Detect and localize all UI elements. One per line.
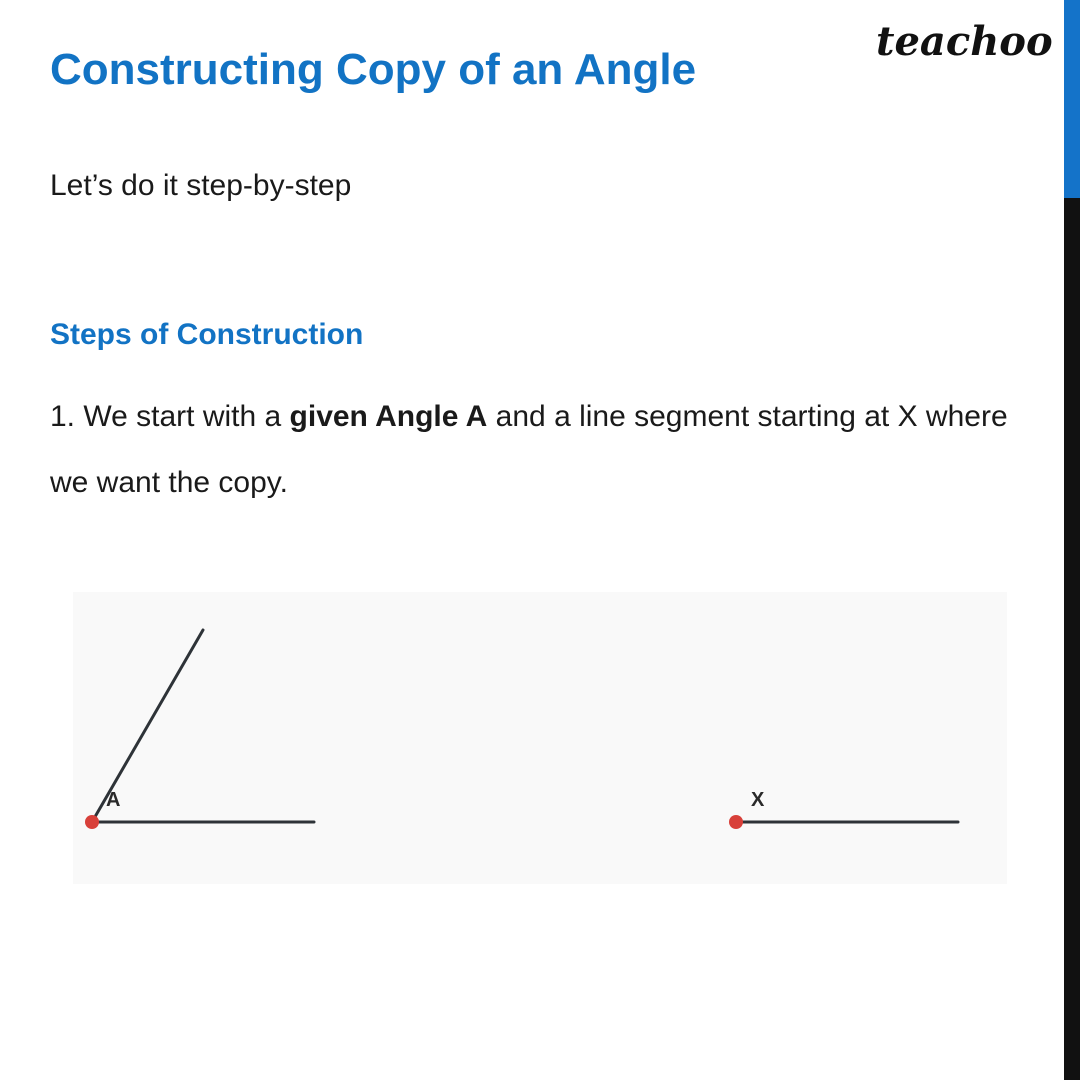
step-1-prefix: 1. We start with a — [50, 400, 290, 433]
step-1-suffix: and a line segment starting at X where we want the copy. — [50, 400, 1008, 499]
intro-text: Let’s do it step-by-step — [50, 169, 352, 202]
point-x-label: X — [751, 789, 765, 811]
step-1-text — [50, 384, 1040, 516]
construction-figure — [73, 592, 1007, 884]
steps-heading: Steps of Construction — [50, 318, 364, 351]
side-bar-accent — [1064, 0, 1080, 198]
teachoo-logo: teachoo — [876, 18, 1053, 65]
point-a — [85, 815, 99, 829]
step-1-bold: given Angle A — [289, 400, 488, 433]
point-a-label: A — [106, 789, 121, 811]
page-title: Constructing Copy of an Angle — [50, 45, 697, 94]
point-x — [729, 815, 743, 829]
construction-diagram — [73, 592, 1007, 884]
side-bar — [1064, 0, 1080, 1080]
